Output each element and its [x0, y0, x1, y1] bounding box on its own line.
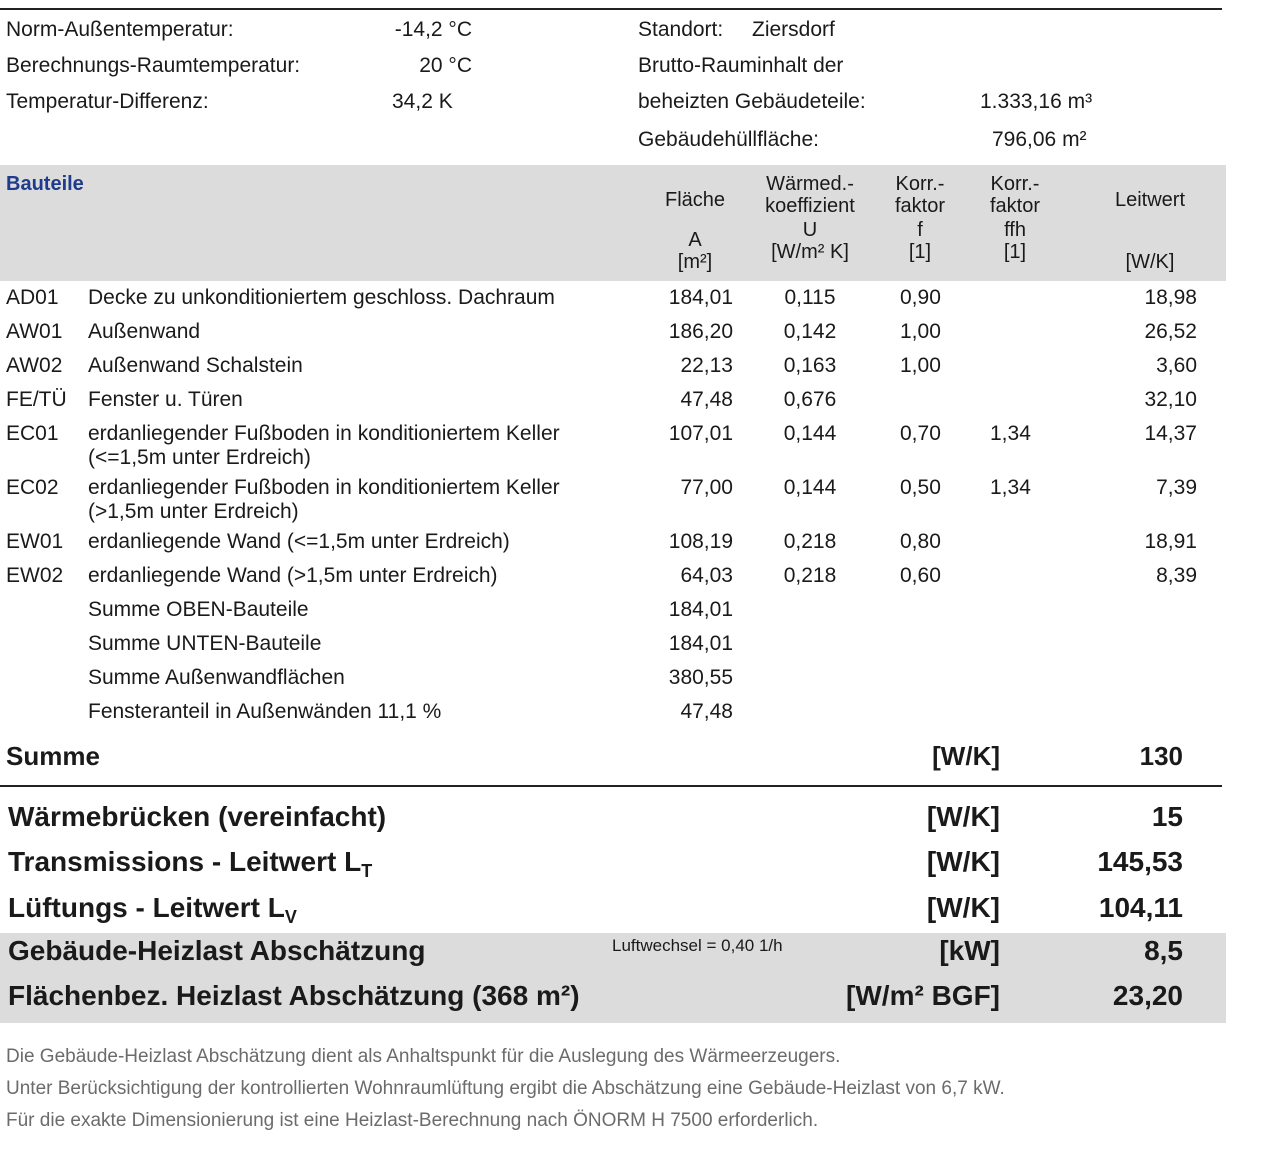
brutto-label-line2: beheizten Gebäudeteile: — [638, 90, 866, 113]
sum-label: Summe UNTEN-Bauteile — [88, 632, 322, 655]
norm-temp-label: Norm-Außentemperatur: — [6, 18, 234, 41]
huelle-value: 796,06 m² — [992, 128, 1087, 151]
cell-u: 0,163 — [783, 354, 837, 377]
standort-value: Ziersdorf — [752, 18, 835, 41]
result-lueftung-text: Lüftungs - Leitwert L — [8, 892, 285, 923]
cell-f: 0,70 — [900, 422, 941, 445]
result-waermebruecken-value: 15 — [1151, 801, 1183, 832]
cell-desc-continued: (<=1,5m unter Erdreich) — [88, 446, 311, 469]
cell-code: AW01 — [6, 320, 63, 343]
cell-lw: 32,10 — [1144, 388, 1197, 411]
cell-u: 0,142 — [783, 320, 837, 343]
cell-lw: 18,91 — [1144, 530, 1197, 553]
note-line-2: Unter Berücksichtigung der kontrollierten Wohnraumlüftung ergibt die Abschätzung eine Gebäude-Heizlast von 6,7 kW. — [6, 1078, 1005, 1099]
result-flaechenbez-value: 23,20 — [1112, 980, 1183, 1011]
cell-desc: Außenwand — [88, 320, 201, 343]
col-header-ffh-line1: Korr.- — [990, 173, 1040, 195]
col-header-f-sym: f — [917, 219, 923, 241]
cell-f: 0,60 — [900, 564, 941, 587]
col-header-ffh-sym: ffh — [1004, 219, 1026, 241]
cell-u: 0,144 — [783, 476, 837, 499]
summe-label: Summe — [6, 741, 100, 771]
result-lueftung-label — [8, 892, 297, 928]
sum-label: Fensteranteil in Außenwänden 11,1 % — [88, 700, 442, 723]
col-header-f — [880, 173, 960, 263]
cell-u: 0,115 — [784, 286, 836, 309]
result-transmission-value: 145,53 — [1097, 846, 1183, 877]
cell-area: 184,01 — [668, 286, 733, 309]
cell-f: 1,00 — [900, 354, 941, 377]
result-lueftung-unit: [W/K] — [926, 892, 1000, 923]
brutto-label-line1: Brutto-Rauminhalt der — [638, 54, 844, 77]
cell-lw: 14,37 — [1144, 422, 1197, 445]
result-lueftung-sub: V — [284, 907, 297, 927]
col-header-lw-name: Leitwert — [1114, 189, 1186, 211]
cell-code: EC01 — [6, 422, 59, 445]
col-header-u-sym: U — [802, 219, 818, 241]
result-transmission-label — [8, 846, 372, 882]
result-lueftung-value: 104,11 — [1098, 892, 1183, 923]
cell-area: 186,20 — [668, 320, 733, 343]
col-header-area-name: Fläche — [664, 189, 726, 211]
result-transmission-sub: T — [361, 861, 373, 881]
col-header-f-line1: Korr.- — [895, 173, 945, 195]
note-line-3: Für die exakte Dimensionierung ist eine Heizlast-Berechnung nach ÖNORM H 7500 erforderlich. — [6, 1110, 819, 1131]
cell-area: 22,13 — [680, 354, 733, 377]
cell-desc-continued: (>1,5m unter Erdreich) — [88, 500, 299, 523]
cell-code: EW02 — [6, 564, 64, 587]
temp-diff-value: 34,2 K — [392, 90, 453, 113]
col-header-ffh-unit: [1] — [1003, 241, 1027, 263]
note-line-1: Die Gebäude-Heizlast Abschätzung dient als Anhaltspunkt für die Auslegung des Wärmeerzeugers. — [6, 1046, 841, 1067]
col-header-u-line1: Wärmed.- — [766, 173, 854, 195]
sum-label: Summe OBEN-Bauteile — [88, 598, 309, 621]
sum-label: Summe Außenwandflächen — [88, 666, 345, 689]
col-header-f-unit: [1] — [908, 241, 932, 263]
cell-desc: Fenster u. Türen — [88, 388, 243, 411]
col-header-lw — [1100, 189, 1200, 273]
cell-area: 108,19 — [668, 530, 733, 553]
cell-lw: 18,98 — [1144, 286, 1197, 309]
table-header — [0, 165, 1226, 281]
norm-temp-value: -14,2 °C — [394, 18, 472, 41]
summe-rule — [0, 785, 1222, 787]
cell-desc: erdanliegender Fußboden in konditioniertem Keller — [88, 476, 560, 499]
summe-value: 130 — [1139, 741, 1183, 771]
cell-f: 0,90 — [900, 286, 941, 309]
sum-value: 184,01 — [668, 598, 733, 621]
standort-label: Standort: — [638, 18, 724, 41]
cell-lw: 7,39 — [1156, 476, 1197, 499]
col-header-ffh — [975, 173, 1055, 263]
cell-desc: erdanliegende Wand (>1,5m unter Erdreich) — [88, 564, 498, 587]
brutto-value: 1.333,16 m³ — [980, 90, 1093, 113]
col-header-u-unit: [W/m² K] — [771, 241, 849, 263]
cell-desc: erdanliegende Wand (<=1,5m unter Erdreich) — [88, 530, 510, 553]
summe-unit: [W/K] — [932, 741, 1000, 771]
top-rule — [0, 8, 1222, 10]
cell-desc: erdanliegender Fußboden in konditioniertem Keller — [88, 422, 560, 445]
room-temp-label: Berechnungs-Raumtemperatur: — [6, 54, 301, 77]
cell-f: 0,80 — [900, 530, 941, 553]
cell-lw: 8,39 — [1156, 564, 1197, 587]
cell-area: 47,48 — [680, 388, 733, 411]
cell-u: 0,218 — [783, 530, 837, 553]
sum-value: 47,48 — [680, 700, 733, 723]
cell-area: 107,01 — [668, 422, 733, 445]
cell-code: FE/TÜ — [6, 388, 67, 411]
cell-f: 1,00 — [900, 320, 941, 343]
cell-u: 0,218 — [783, 564, 837, 587]
result-waermebruecken-label: Wärmebrücken (vereinfacht) — [8, 801, 387, 832]
result-flaechenbez-unit: [W/m² BGF] — [846, 980, 1000, 1011]
result-heizlast-label: Gebäude-Heizlast Abschätzung — [8, 935, 426, 966]
col-header-u — [752, 173, 868, 263]
result-waermebruecken-unit: [W/K] — [926, 801, 1000, 832]
cell-desc: Decke zu unkonditioniertem geschloss. Dachraum — [88, 286, 555, 309]
luftwechsel-note: Luftwechsel = 0,40 1/h — [612, 936, 783, 955]
result-flaechenbez-label: Flächenbez. Heizlast Abschätzung (368 m²) — [8, 980, 580, 1011]
col-header-lw-unit: [W/K] — [1125, 251, 1175, 273]
cell-ffh: 1,34 — [990, 476, 1031, 499]
room-temp-value: 20 °C — [419, 54, 472, 77]
cell-ffh: 1,34 — [990, 422, 1031, 445]
result-heizlast-value: 8,5 — [1144, 935, 1183, 966]
col-header-area-unit: [m²] — [677, 251, 713, 273]
cell-code: AW02 — [6, 354, 63, 377]
cell-lw: 26,52 — [1144, 320, 1197, 343]
col-header-ffh-line2: faktor — [989, 195, 1041, 217]
cell-code: AD01 — [6, 286, 59, 309]
col-header-u-line2: koeffizient — [765, 195, 855, 217]
col-header-f-line2: faktor — [894, 195, 946, 217]
table-title: Bauteile — [6, 173, 84, 195]
cell-u: 0,144 — [783, 422, 837, 445]
sum-value: 184,01 — [668, 632, 733, 655]
cell-lw: 3,60 — [1156, 354, 1197, 377]
cell-code: EC02 — [6, 476, 59, 499]
huelle-label: Gebäudehüllfläche: — [638, 128, 819, 151]
result-transmission-unit: [W/K] — [926, 846, 1000, 877]
cell-area: 77,00 — [680, 476, 733, 499]
col-header-area-sym: A — [688, 229, 702, 251]
cell-area: 64,03 — [680, 564, 733, 587]
result-heizlast-unit: [kW] — [939, 935, 1000, 966]
cell-f: 0,50 — [900, 476, 941, 499]
cell-u: 0,676 — [783, 388, 837, 411]
col-header-area — [650, 189, 740, 273]
result-transmission-text: Transmissions - Leitwert L — [8, 846, 362, 877]
temp-diff-label: Temperatur-Differenz: — [6, 90, 209, 113]
sum-value: 380,55 — [668, 666, 733, 689]
cell-desc: Außenwand Schalstein — [88, 354, 303, 377]
cell-code: EW01 — [6, 530, 64, 553]
